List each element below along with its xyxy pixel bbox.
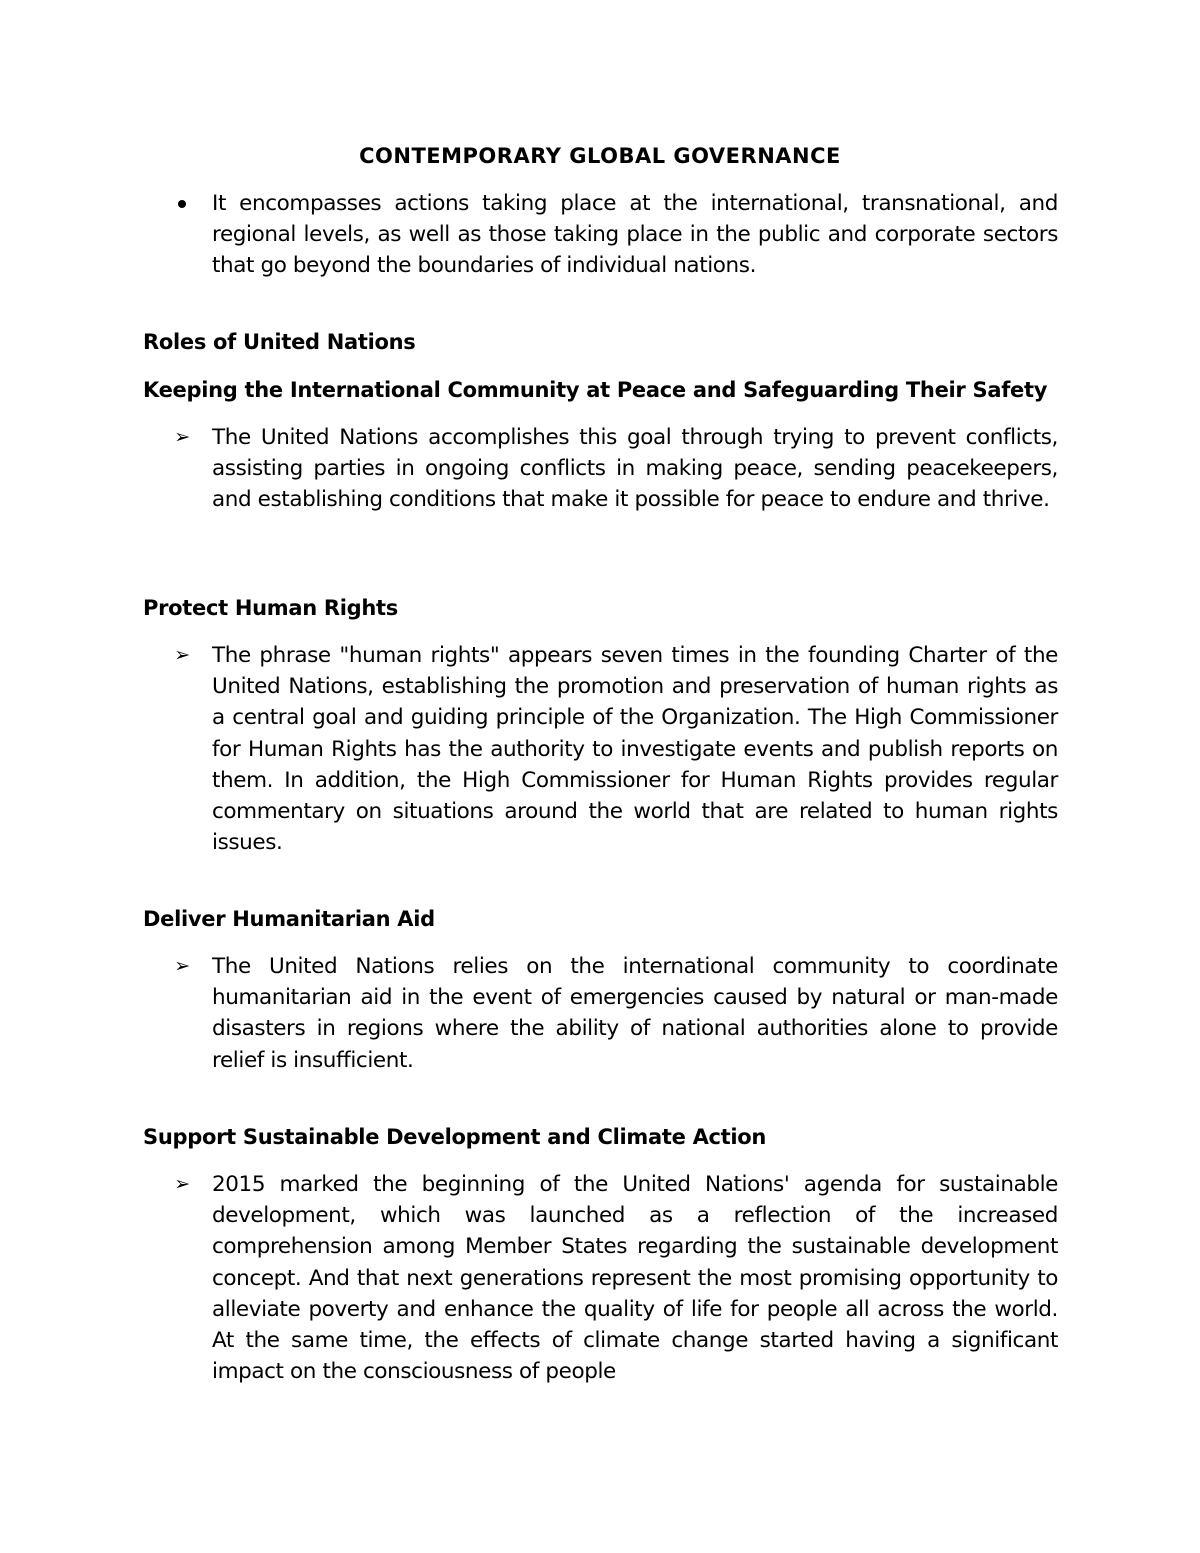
section-text-peace: The United Nations accomplishes this goal through trying to prevent conflicts, assisting parties in ongoing conflicts in making peace, sending peacekeepers, and establishing conditions that make it possible for peace to endure and thrive. <box>212 425 1058 513</box>
section-text-human-rights: The phrase "human rights" appears seven times in the founding Charter of the United Nations, establishing the promotion and preservation of human rights as a central goal and guiding principle of the Organization. The High Commissioner for Human Rights has the authority to investigate events and publish reports on them. In addition, the High Commissioner for Human Rights provides regular commentary on situations around the world that are related to human rights issues. <box>212 643 1058 856</box>
section-heading-peace: Keeping the International Community at Peace and Safeguarding Their Safety <box>143 378 1048 402</box>
intro-bullet-item <box>170 188 1058 282</box>
section-heading-human-rights: Protect Human Rights <box>143 596 398 620</box>
intro-text: It encompasses actions taking place at the international, transnational, and regional levels, as well as those taking place in the public and corporate sectors that go beyond the boundaries of individual nations. <box>212 191 1058 279</box>
section-item-sustainable-development <box>170 1169 1058 1387</box>
arrowhead-bullet-icon: ➢ <box>174 644 190 666</box>
section-heading-humanitarian-aid: Deliver Humanitarian Aid <box>143 907 435 931</box>
roles-heading: Roles of United Nations <box>143 330 416 354</box>
arrowhead-bullet-icon: ➢ <box>174 1173 190 1195</box>
bullet-dot-icon <box>170 188 194 219</box>
section-text-sustainable-development: 2015 marked the beginning of the United Nations' agenda for sustainable development, which was launched as a reflection of the increased comprehension among Member States regarding the sustainable development concept. And that next generations represent the most promising opportunity to alleviate poverty and enhance the quality of life for people all across the world. At the same time, the effects of climate change started having a significant impact on the consciousness of people <box>212 1172 1058 1385</box>
section-item-human-rights <box>170 640 1058 858</box>
document-title: CONTEMPORARY GLOBAL GOVERNANCE <box>359 144 841 168</box>
arrowhead-bullet-icon: ➢ <box>174 426 190 448</box>
section-heading-sustainable-development: Support Sustainable Development and Climate Action <box>143 1125 767 1149</box>
section-text-humanitarian-aid: The United Nations relies on the international community to coordinate humanitarian aid in the event of emergencies caused by natural or man-made disasters in regions where the ability of national authorities alone to provide relief is insufficient. <box>212 954 1058 1073</box>
section-item-peace <box>170 422 1058 516</box>
section-item-humanitarian-aid <box>170 951 1058 1076</box>
arrowhead-bullet-icon: ➢ <box>174 955 190 977</box>
